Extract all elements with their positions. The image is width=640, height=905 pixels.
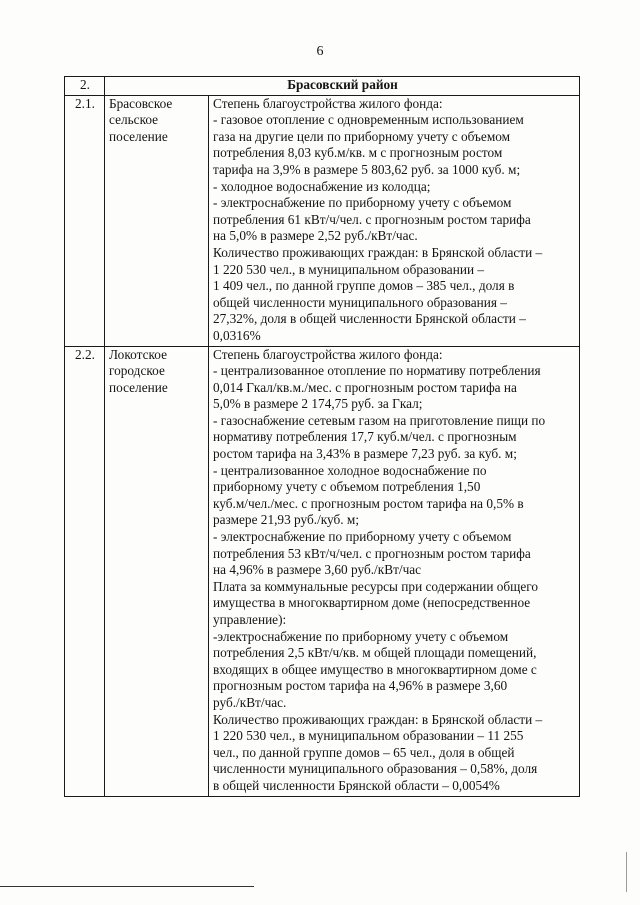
description-line: 1 409 чел., по данной группе домов – 385 чел., доля в <box>213 278 515 294</box>
description-cell <box>209 95 580 346</box>
description-line: 0,014 Гкал/кв.м./мес. с прогнозным ростом тарифа на <box>213 379 517 395</box>
row-number: 2.2. <box>65 346 105 796</box>
table-header-row <box>65 77 580 96</box>
description-line: - газоснабжение сетевым газом на приготовление пищи по <box>213 412 546 428</box>
description-line: куб.м/чел./мес. с прогнозным ростом тарифа на 0,5% в <box>213 495 524 511</box>
description-line: - электроснабжение по приборному учету с объемом <box>213 195 512 211</box>
description-line: на 4,96% в размере 3,60 руб./кВт/час <box>213 562 422 578</box>
description-line: потребления 53 кВт/ч/чел. с прогнозным ростом тарифа <box>213 545 531 561</box>
description-line: Степень благоустройства жилого фонда: <box>213 95 443 111</box>
settlement-name-line: городское <box>109 363 165 379</box>
description-line: 1 220 530 чел., в муниципальном образовании – <box>213 261 485 277</box>
description-line: в общей численности Брянской области – 0,0054% <box>213 777 500 793</box>
settlement-name-line: Локотское <box>109 346 167 362</box>
description-line: управление): <box>213 612 287 627</box>
description-line: входящих в общее имущество в многоквартирном доме с <box>213 661 537 677</box>
description-line: Количество проживающих граждан: в Брянской области – <box>213 244 543 260</box>
description-line: размере 21,93 руб./куб. м; <box>213 512 360 528</box>
page-number: 6 <box>316 44 324 59</box>
description-line: численности муниципального образования – 0,58%, доля <box>213 761 538 777</box>
description-line: тарифа на 3,9% в размере 5 803,62 руб. за 1000 куб. м; <box>213 161 521 177</box>
description-line: имущества в многоквартирном доме (непосредственное <box>213 595 531 611</box>
description-line: ростом тарифа на 3,43% в размере 7,23 руб. за куб. м; <box>213 446 517 462</box>
description-line: потребления 2,5 кВт/ч/кв. м общей площади помещений, <box>213 645 537 661</box>
description-line: Степень благоустройства жилого фонда: <box>213 346 443 362</box>
row-number: 2.1. <box>65 95 105 346</box>
footer-rule <box>0 886 254 887</box>
description-cell <box>209 346 580 796</box>
settlement-name-line: поселение <box>109 379 168 395</box>
table-body <box>65 77 580 797</box>
description-line: потребления 61 кВт/ч/чел. с прогнозным ростом тарифа <box>213 211 531 227</box>
table-row <box>65 346 580 796</box>
description-line: нормативу потребления 17,7 куб.м/чел. с прогнозным <box>213 429 517 445</box>
description-line: 0,0316% <box>213 327 261 343</box>
description-line: руб./кВт/час. <box>213 694 287 710</box>
table-row <box>65 95 580 346</box>
description-line: - электроснабжение по приборному учету с объемом <box>213 529 512 545</box>
settlement-name-cell <box>105 346 209 796</box>
description-line: - централизованное отопление по нормативу потребления <box>213 363 541 379</box>
header-number-cell: 2. <box>65 77 105 96</box>
description-line: газа на другие цели по приборному учету с объемом <box>213 128 511 144</box>
description-line: 1 220 530 чел., в муниципальном образовании – 11 255 <box>213 728 524 744</box>
description-line: -электроснабжение по приборному учету с объемом <box>213 628 509 644</box>
document-table <box>64 76 580 797</box>
scan-edge-mark <box>626 852 627 892</box>
description-line: 5,0% в размере 2 174,75 руб. за Гкал; <box>213 396 423 412</box>
settlement-name-line: Брасовское <box>109 95 173 111</box>
description-line: - холодное водоснабжение из колодца; <box>213 178 431 194</box>
settlement-name-line: сельское <box>109 112 159 128</box>
description-line: на 5,0% в размере 2,52 руб./кВт/час. <box>213 228 418 244</box>
description-line: приборному учету с объемом потребления 1,50 <box>213 479 481 495</box>
description-line: - газовое отопление с одновременным использованием <box>213 112 524 128</box>
description-line: Плата за коммунальные ресурсы при содержании общего <box>213 578 539 594</box>
description-line: - централизованное холодное водоснабжение по <box>213 462 487 478</box>
description-line: чел., по данной группе домов – 65 чел., доля в общей <box>213 744 515 760</box>
description-line: общей численности муниципального образования – <box>213 294 507 310</box>
description-line: 27,32%, доля в общей численности Брянской области – <box>213 311 526 327</box>
district-title: Брасовский район <box>105 77 580 96</box>
settlement-name-cell <box>105 95 209 346</box>
description-line: прогнозным ростом тарифа на 4,96% в размере 3,60 <box>213 678 508 694</box>
description-line: Количество проживающих граждан: в Брянской области – <box>213 711 543 727</box>
description-line: потребления 8,03 куб.м/кв. м с прогнозным ростом <box>213 145 503 161</box>
settlement-name-line: поселение <box>109 128 168 144</box>
